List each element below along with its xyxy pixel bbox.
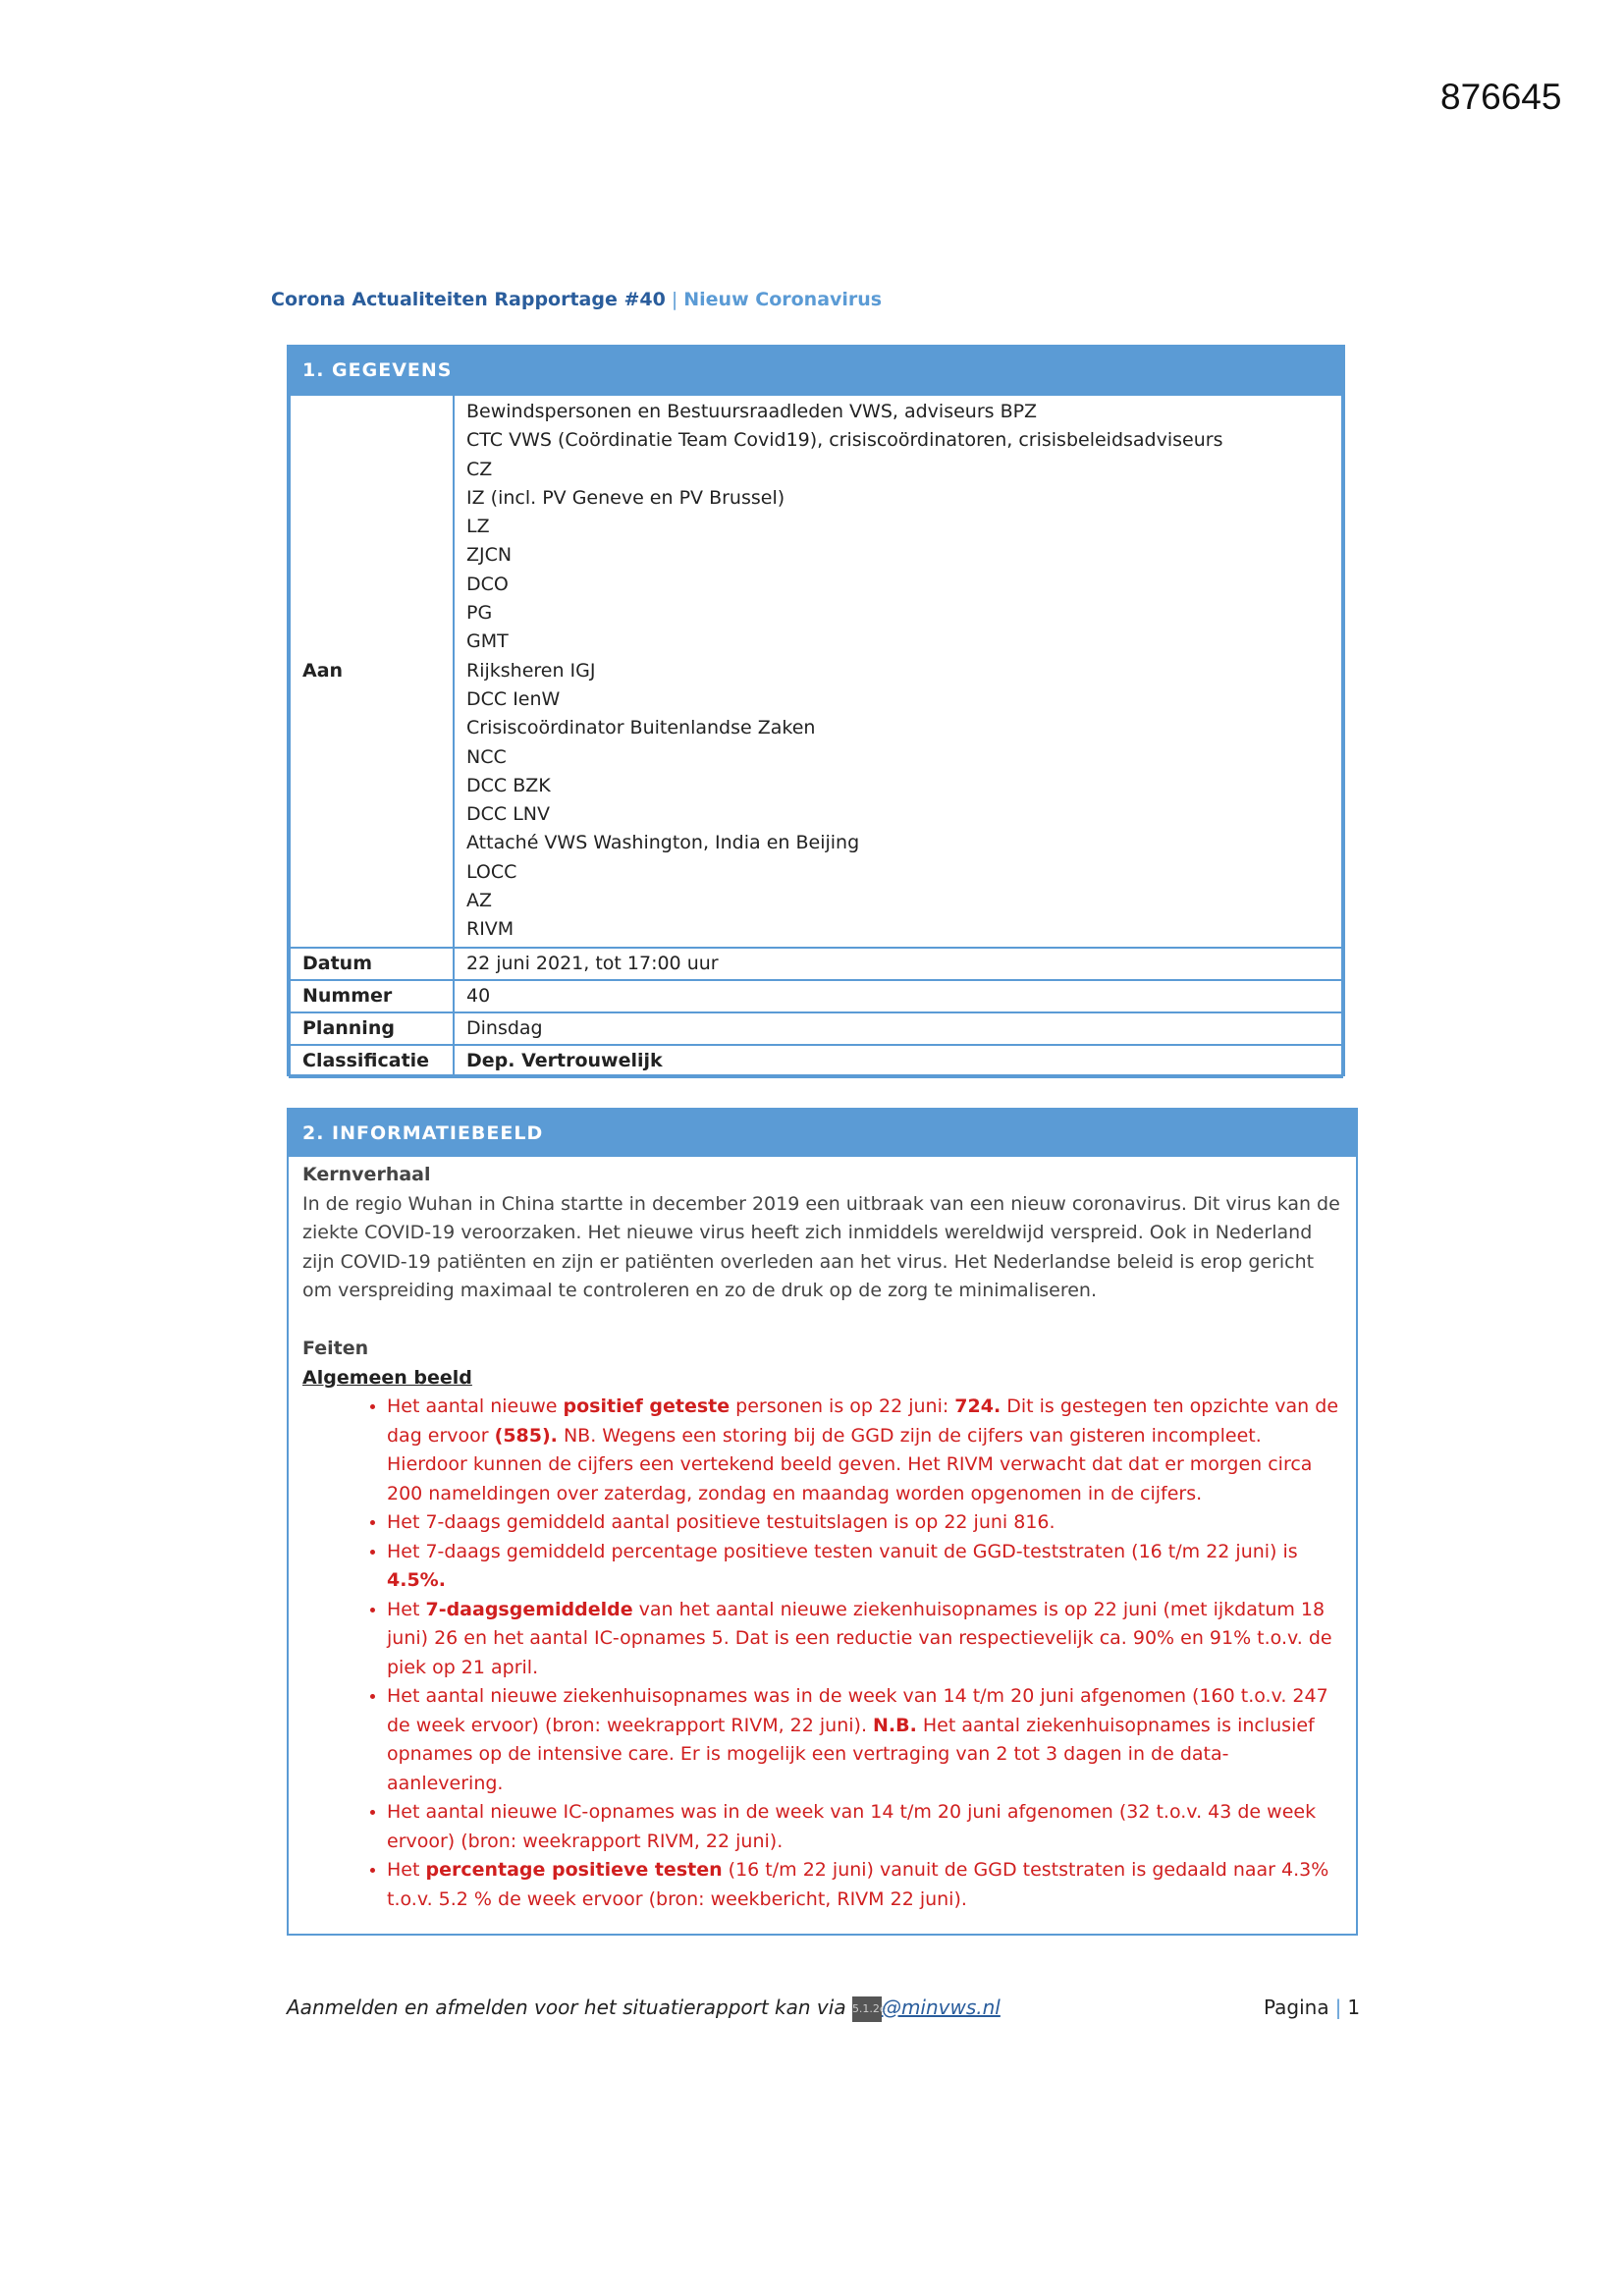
informatiebeeld-heading: 2. INFORMATIEBEELD <box>289 1110 1356 1157</box>
gegevens-table <box>289 394 1343 1078</box>
nummer-row <box>290 980 1342 1012</box>
classificatie-row <box>290 1045 1342 1077</box>
planning-row <box>290 1012 1342 1045</box>
planning-label: Planning <box>290 1012 454 1045</box>
feiten-list <box>302 1393 1342 1914</box>
aan-item: LZ <box>466 516 490 538</box>
aan-item: IZ (incl. PV Geneve en PV Brussel) <box>466 486 785 509</box>
datum-value: 22 juni 2021, tot 17:00 uur <box>454 948 1342 980</box>
aan-item: LOCC <box>466 860 517 883</box>
list-item: • Het 7-daags gemiddeld aantal positieve testuitslagen is op 22 juni 816. <box>387 1508 1342 1538</box>
footer-email-link[interactable]: @minvws.nl <box>881 1995 1001 2019</box>
aan-item: Bewindspersonen en Bestuursraadleden VWS, adviseurs BPZ <box>466 401 1038 422</box>
aan-item: CZ <box>466 458 493 480</box>
nummer-value: 40 <box>454 980 1342 1012</box>
aan-item: Attaché VWS Washington, India en Beijing <box>466 832 860 854</box>
aan-item: GMT <box>466 630 509 653</box>
footer-note <box>287 1995 1001 2022</box>
gegevens-heading: 1. GEGEVENS <box>289 347 1343 394</box>
classificatie-value: Dep. Vertrouwelijk <box>454 1045 1342 1077</box>
aan-item: DCC LNV <box>466 803 550 826</box>
page-label: Pagina <box>1264 1995 1329 2019</box>
redaction-box: 5.1.2e <box>852 1996 882 2022</box>
aan-item: Crisiscoördinator Buitenlandse Zaken <box>466 717 816 739</box>
feiten-label: Feiten <box>302 1338 369 1359</box>
classificatie-label: Classificatie <box>290 1045 454 1077</box>
aan-item: DCC BZK <box>466 774 551 796</box>
list-item: • Het aantal nieuwe IC-opnames was in de week van 14 t/m 20 juni afgenomen (32 t.o.v. 43 de week ervoor) (bron: weekrapport RIVM, 22 juni). <box>387 1798 1342 1856</box>
kernverhaal-text: In de regio Wuhan in China startte in december 2019 een uitbraak van een nieuw coronavirus. Dit virus kan de ziekte COVID-19 veroorzaken. Het nieuwe virus heeft zich inmiddels wereldwijd verspreid. Ook in Nederland zijn COVID-19 patiënten en zijn er patiënten overleden aan het virus. Het Nederlandse beleid is erop gericht om verspreiding maximaal te controleren en zo de druk op de zorg te minimaliseren. <box>302 1192 1340 1301</box>
list-item: • Het percentage positieve testen (16 t/m 22 juni) vanuit de GGD teststraten is gedaald naar 4.3% t.o.v. 5.2 % de week ervoor (bron: weekbericht, RIVM 22 juni). <box>387 1856 1342 1914</box>
datum-row <box>290 948 1342 980</box>
informatiebeeld-body <box>289 1157 1356 1914</box>
report-header <box>271 289 882 310</box>
aan-item: RIVM <box>466 918 514 941</box>
document-number: 876645 <box>1440 77 1562 117</box>
aan-row <box>290 395 1342 948</box>
algemeen-beeld-label: Algemeen beeld <box>302 1366 472 1389</box>
planning-value: Dinsdag <box>454 1012 1342 1045</box>
report-title: Corona Actualiteiten Rapportage #40 <box>271 289 666 310</box>
list-item: • Het 7-daagsgemiddelde van het aantal nieuwe ziekenhuisopnames is op 22 juni (met ijkdatum 18 juni) 26 en het aantal IC-opnames 5. Dat is een reductie van respectievelijk ca. 90% en 91% t.o.v. de piek op 21 april. <box>387 1596 1342 1683</box>
list-item: • Het aantal nieuwe positief geteste personen is op 22 juni: 724. Dit is gestegen ten opzichte van de dag ervoor (585). NB. Wegens een storing bij de GGD zijn de cijfers van gisteren incompleet. Hierdoor kunnen de cijfers een vertekend beeld geven. Het RIVM verwacht dat dat er morgen circa 200 nameldingen over zaterdag, zondag en maandag worden opgenomen in de cijfers. <box>387 1393 1342 1508</box>
page-number: 1 <box>1347 1995 1361 2019</box>
aan-value <box>454 395 1342 948</box>
nummer-label: Nummer <box>290 980 454 1012</box>
page-separator: | <box>1334 1995 1342 2019</box>
informatiebeeld-section <box>287 1108 1358 1936</box>
footer-text: Aanmelden en afmelden voor het situatierapport kan via <box>287 1995 846 2019</box>
aan-item: AZ <box>466 890 493 912</box>
report-subtitle: Nieuw Coronavirus <box>683 289 883 310</box>
header-separator: | <box>671 289 678 310</box>
aan-label: Aan <box>290 395 454 948</box>
kernverhaal-label: Kernverhaal <box>302 1164 431 1185</box>
aan-item: DCC IenW <box>466 687 561 710</box>
aan-item: Rijksheren IGJ <box>466 659 596 682</box>
aan-item: ZJCN <box>466 544 513 567</box>
aan-item: PG <box>466 602 493 625</box>
datum-label: Datum <box>290 948 454 980</box>
list-item: • Het aantal nieuwe ziekenhuisopnames was in de week van 14 t/m 20 juni afgenomen (160 t.o.v. 247 de week ervoor) (bron: weekrapport RIVM, 22 juni). N.B. Het aantal ziekenhuisopnames is inclusief opnames op de intensive care. Er is mogelijk een vertraging van 2 tot 3 dagen in de data-aanlevering. <box>387 1682 1342 1798</box>
aan-item: DCO <box>466 573 509 595</box>
aan-item: CTC VWS (Coördinatie Team Covid19), crisiscoördinatoren, crisisbeleidsadviseurs <box>466 429 1223 452</box>
page-indicator <box>1264 1995 1360 2019</box>
aan-list <box>466 396 1329 947</box>
aan-item: NCC <box>466 745 507 768</box>
list-item: • Het 7-daags gemiddeld percentage positieve testen vanuit de GGD-teststraten (16 t/m 22 juni) is 4.5%. <box>387 1538 1342 1596</box>
gegevens-section <box>287 345 1345 1076</box>
